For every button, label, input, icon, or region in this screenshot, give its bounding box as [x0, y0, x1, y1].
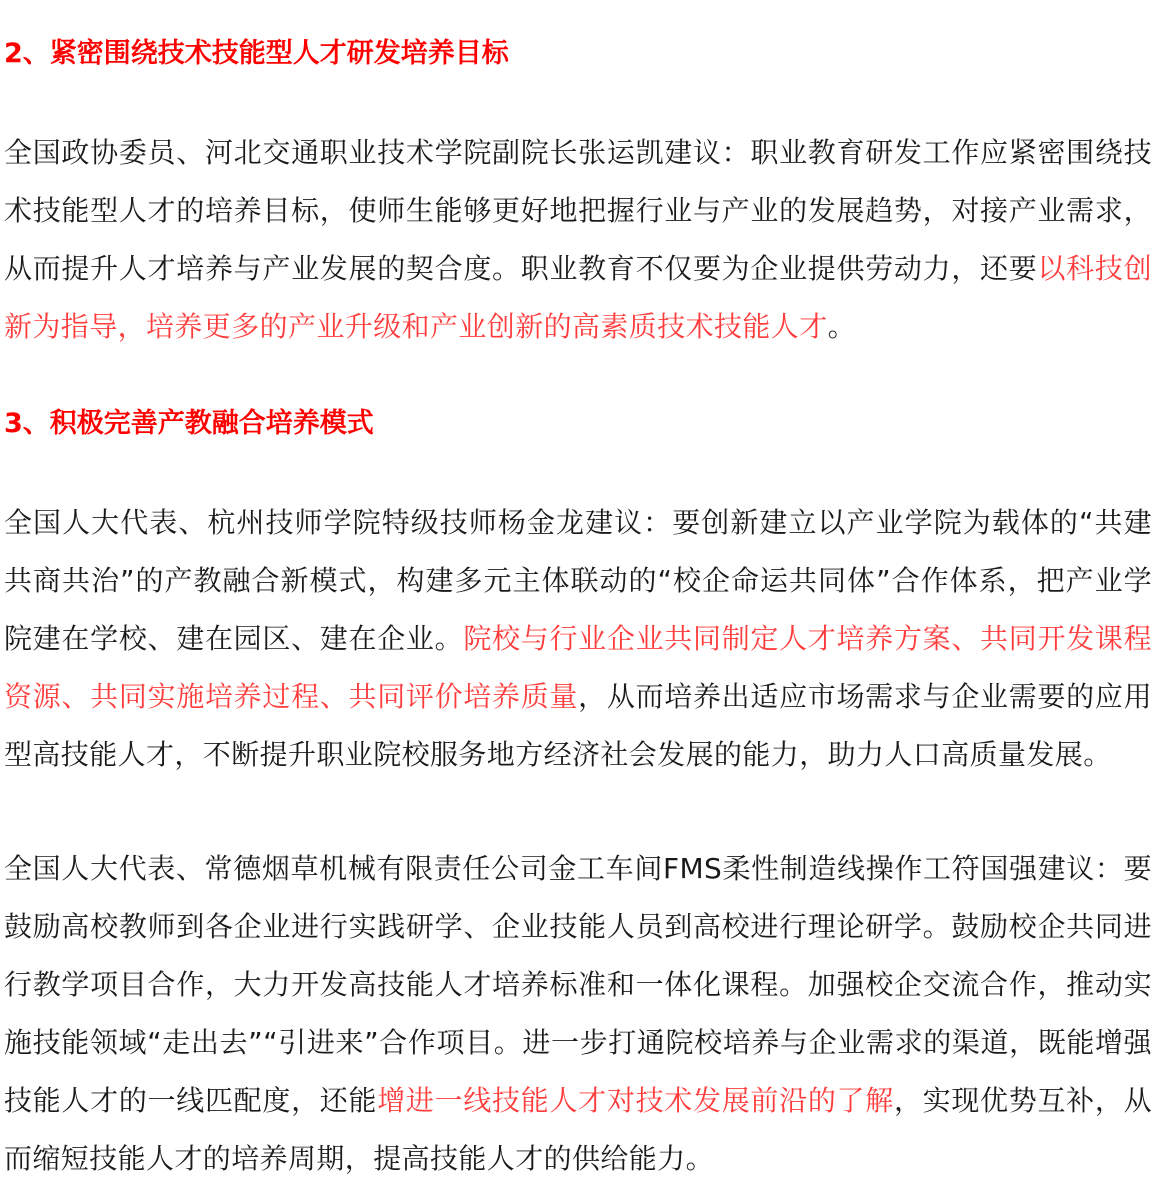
section-3-paragraph-1-text: 全国人大代表、杭州技师学院特级技师杨金龙建议：要创新建立以产业学院为载体的“共建共商共治”的产教融合新模式，构建多元主体联动的“校企命运共同体”合作体系，把产业学院建在学校、建在园区、建在企业。 [4, 506, 1152, 655]
section-2-paragraph-text-end: 。 [827, 310, 857, 343]
section-3-paragraph-2-text: 全国人大代表、常德烟草机械有限责任公司金工车间FMS柔性制造线操作工符国强建议：要鼓励高校教师到各企业进行实践研学、企业技能人员到高校进行理论研学。鼓励校企共同进行教学项目合作，大力开发高技能人才培养标准和一体化课程。加强校企交流合作，推动实施技能领域“走出去”“引进来”合作项目。进一步打通院校培养与企业需求的渠道，既能增强技能人才的一线匹配度，还能 [4, 852, 1152, 1117]
section-2-paragraph-text: 全国政协委员、河北交通职业技术学院副院长张运凯建议：职业教育研发工作应紧密围绕技术技能型人才的培养目标，使师生能够更好地把握行业与产业的发展趋势，对接产业需求，从而提升人才培养与产业发展的契合度。职业教育不仅要为企业提供劳动力，还要 [4, 136, 1152, 285]
section-2-paragraph [4, 124, 1152, 356]
section-3-paragraph-1-highlight: 院校与行业企业共同制定人才培养方案、共同开发课程资源、共同实施培养过程、共同评价培养质量 [4, 622, 1152, 713]
section-2-paragraph-highlight: 以科技创新为指导，培养更多的产业升级和产业创新的高素质技术技能人才 [4, 252, 1152, 343]
section-3-paragraph-2 [4, 840, 1152, 1188]
section-3-paragraph-1-text-end: ，从而培养出适应市场需求与企业需要的应用型高技能人才，不断提升职业院校服务地方经济社会发展的能力，助力人口高质量发展。 [4, 680, 1152, 771]
section-2-heading: 2、紧密围绕技术技能型人才研发培养目标 [4, 38, 509, 69]
section-3-heading: 3、积极完善产教融合培养模式 [4, 408, 374, 439]
section-3-paragraph-2-highlight: 增进一线技能人才对技术发展前沿的了解 [377, 1084, 894, 1117]
section-3-paragraph-2-text-end: ，实现优势互补，从而缩短技能人才的培养周期，提高技能人才的供给能力。 [4, 1084, 1152, 1175]
section-3-paragraph-1 [4, 494, 1152, 784]
